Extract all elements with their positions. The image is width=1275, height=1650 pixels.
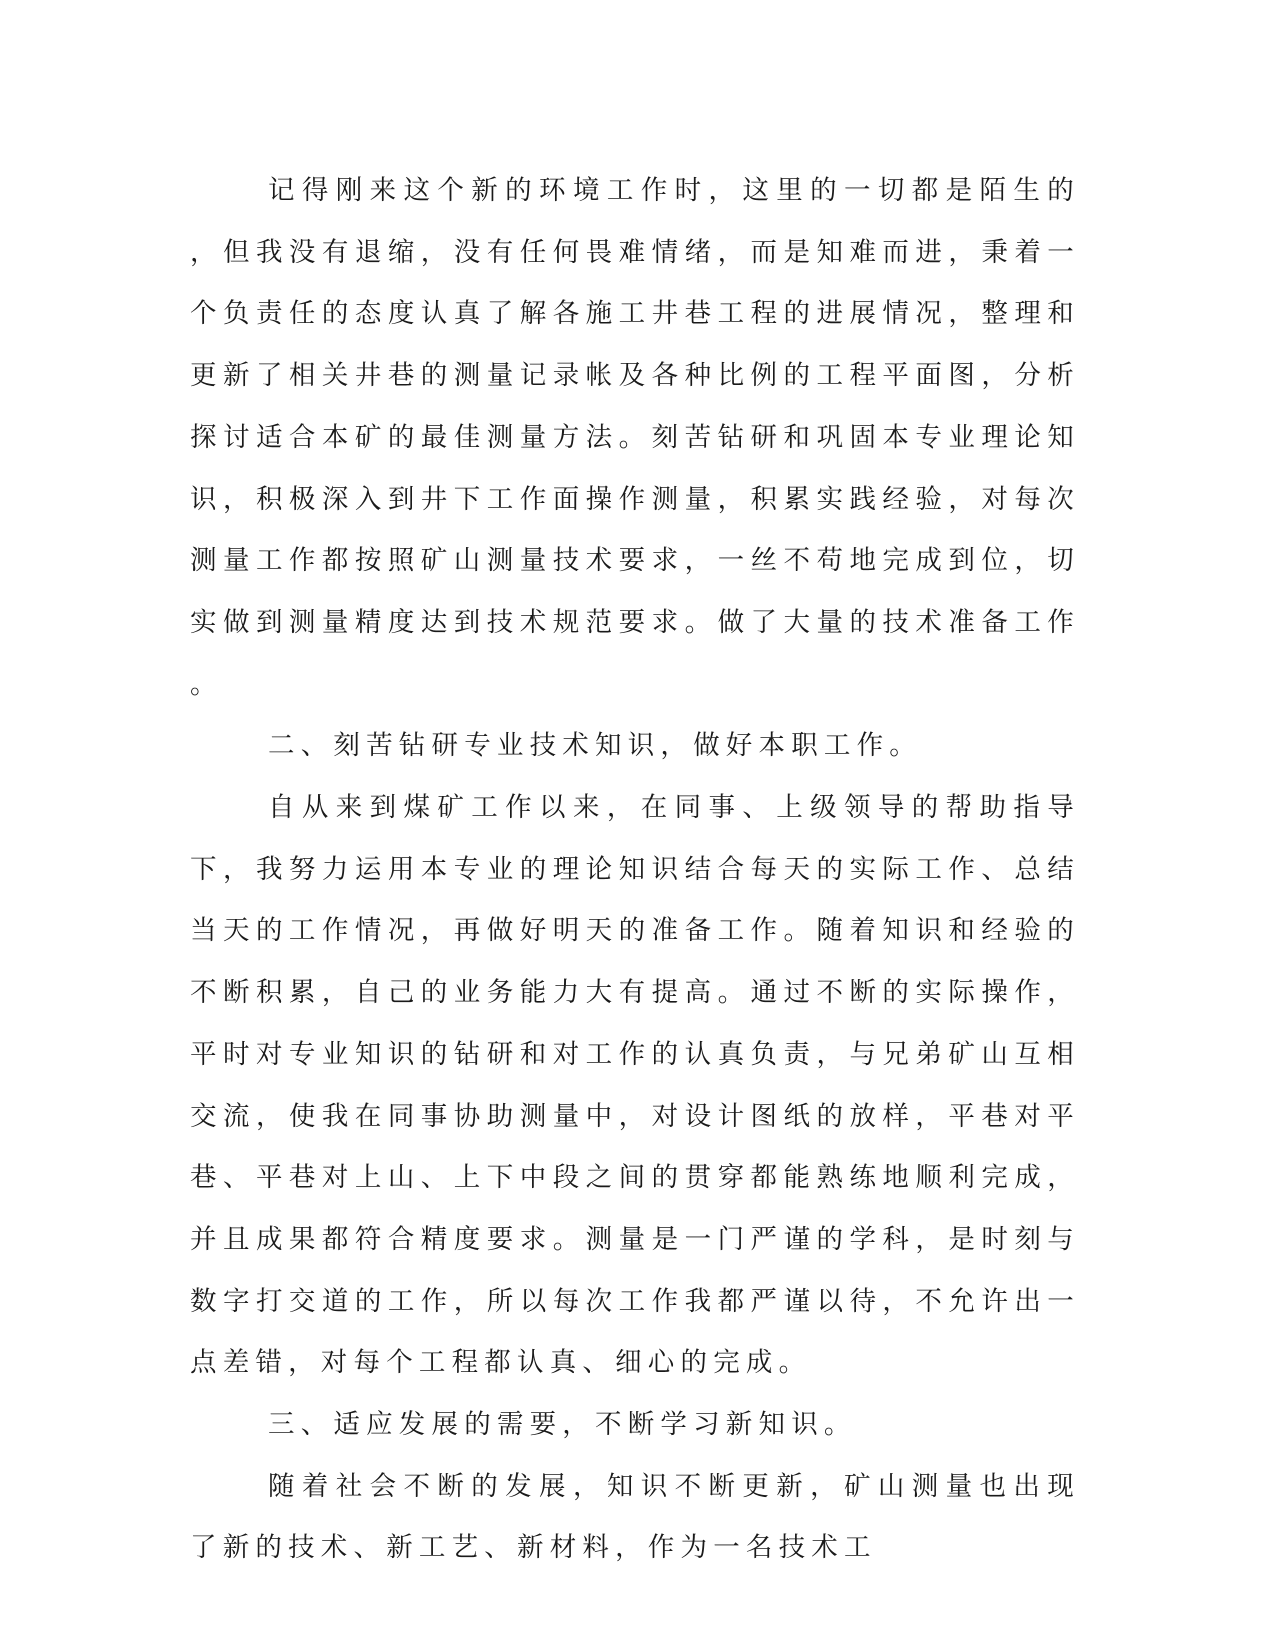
document-body xyxy=(190,160,1080,1579)
section-heading-two: 二、刻苦钻研专业技术知识，做好本职工作。 xyxy=(268,730,922,762)
paragraph-new-knowledge: 随着社会不断的发展，知识不断更新，矿山测量也出现了新的技术、新工艺、新材料，作为一名技术工 xyxy=(190,1470,1080,1564)
section-heading-three: 三、适应发展的需要，不断学习新知识。 xyxy=(268,1409,857,1441)
paragraph-professional-skills: 自从来到煤矿工作以来，在同事、上级领导的帮助指导下，我努力运用本专业的理论知识结合每天的实际工作、总结当天的工作情况，再做好明天的准备工作。随着知识和经验的不断积累，自己的业务能力大有提高。通过不断的实际操作，平时对专业知识的钻研和对工作的认真负责，与兄弟矿山互相交流，使我在同事协助测量中，对设计图纸的放样，平巷对平巷、平巷对上山、上下中段之间的贯穿都能熟练地顺利完成，并且成果都符合精度要求。测量是一门严谨的学科，是时刻与数字打交道的工作，所以每次工作我都严谨以待，不允许出一点差错，对每个工程都认真、细心的完成。 xyxy=(190,792,1080,1379)
paragraph-initial-work: 记得刚来这个新的环境工作时，这里的一切都是陌生的，但我没有退缩，没有任何畏难情绪，而是知难而进，秉着一个负责任的态度认真了解各施工井巷工程的进展情况，整理和更新了相关井巷的测量记录帐及各种比例的工程平面图，分析探讨适合本矿的最佳测量方法。刻苦钻研和巩固本专业理论知识，积极深入到井下工作面操作测量，积累实践经验，对每次测量工作都按照矿山测量技术要求，一丝不苟地完成到位，切实做到测量精度达到技术规范要求。做了大量的技术准备工作。 xyxy=(190,175,1080,700)
